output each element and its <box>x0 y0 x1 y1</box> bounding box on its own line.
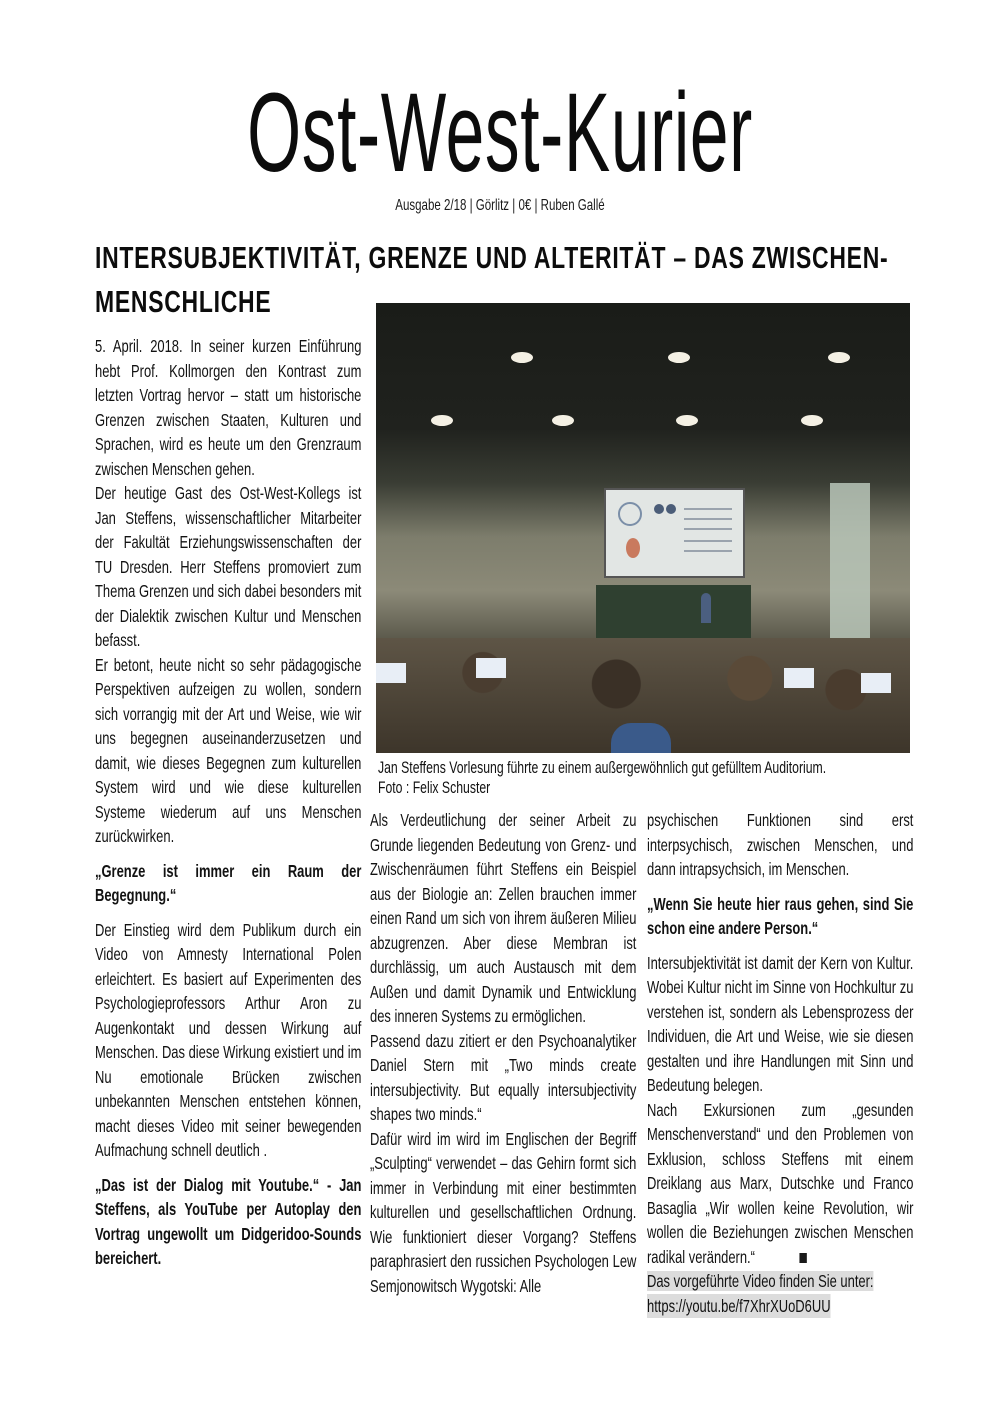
pull-quote: „Grenze ist immer ein Raum der Begegnung.“ <box>95 860 362 905</box>
headline-line-1: INTERSUBJEKTIVITÄT, GRENZE UND ALTERITÄT – DAS ZWISCHEN- <box>95 240 889 275</box>
paragraph <box>647 1098 913 1270</box>
masthead-title: Ost-West-Kurier <box>247 70 753 195</box>
issue-line: Ausgabe 2/18 | Görlitz | 0€ | Ruben Gallé <box>395 197 605 214</box>
audience <box>376 638 910 753</box>
video-reference <box>647 1269 913 1318</box>
paragraph: Passend dazu zitiert er den Psychoanalytiker Daniel Stern mit „Two minds create intersubjectivity. But equally intersubjectivity shapes two minds.“ <box>370 1030 637 1124</box>
paragraph: Als Verdeutlichung der seiner Arbeit zu Grunde liegenden Bedeutung von Grenz- und Zwischenräumen führt Steffens ein Beispiel aus der Biologie an: Zellen brauchen immer einen Rand um sich von ihrem äußeren Milieu abzugrenzen. Aber diese Membran ist durchlässig, um auch Austausch mit dem Außen und damit Dynamik und Entwicklung des inneren Systems zu ermöglichen. <box>370 810 637 1026</box>
window <box>830 483 870 653</box>
ceiling-light <box>668 352 690 363</box>
pull-quote: „Das ist der Dialog mit Youtube.“ - Jan Steffens, als YouTube per Autoplay den Vortrag ungewollt um Didgeridoo-Sounds bereichert. <box>95 1174 362 1268</box>
paragraph: psychischen Funktionen sind erst interpsychisch, zwischen Menschen, und dann intrapsychsich, im Menschen. <box>647 810 914 879</box>
video-link[interactable]: https://youtu.be/f7XhrXUoD6UU <box>647 1294 831 1319</box>
column-3 <box>647 808 913 1318</box>
ceiling-light <box>511 352 533 363</box>
ceiling-light <box>552 415 574 426</box>
paragraph: Dafür wird im wird im Englischen der Begriff „Sculpting“ verwendet – das Gehirn formt sich immer in Verbindung mit einer bestimmten kulturellen und gesellschaftlichen Ordnung. Wie funktioniert dieser Vorgang? Steffens paraphrasiert den russichen Psychologen Lew Semjonowitsch Wygotski: Alle <box>370 1128 637 1296</box>
column-1 <box>95 334 361 1281</box>
paragraph: Er betont, heute nicht so sehr pädagogische Perspektiven aufzeigen zu wollen, sondern sich vorrangig mit der Art und Weise, wie wir uns begegnen auseinanderzusetzen und damit, wie dieses Begegnen zum kulturellen System wird und wie diese kulturellen Systeme wiederum auf uns Menschen zurückwirken. <box>95 654 362 846</box>
ceiling-light <box>801 415 823 426</box>
column-2 <box>370 808 636 1298</box>
chalkboard <box>596 585 751 640</box>
photo-caption <box>378 758 826 798</box>
ceiling-light <box>828 352 850 363</box>
end-of-article-square-icon <box>799 1253 806 1263</box>
paragraph-text: Nach Exkursionen zum „gesunden Menschenverstand“ und den Problemen von Exklusion, schloss Steffens mit einem Dreiklang aus Marx, Dutschke und Franco Basaglia „Wir wollen keine Revolution, wir wollen die Beziehungen zwischen Menschen radikal verändern.“ <box>647 1099 914 1267</box>
paragraph: 5. April. 2018. In seiner kurzen Einführung hebt Prof. Kollmorgen den Kontrast zum letzten Vortrag hervor – statt um historische Grenzen zwischen Staaten, Kulturen und Sprachen, wird es heute um den Grenzraum zwischen Menschen gehen. <box>95 336 362 479</box>
projection-screen <box>604 488 745 578</box>
article-photo <box>376 303 910 753</box>
speaker-figure <box>701 593 711 623</box>
video-label: Das vorgeführte Video finden Sie unter: <box>647 1271 874 1291</box>
ceiling-light <box>676 415 698 426</box>
paragraph: Der Einstieg wird dem Publikum durch ein Video von Amnesty International Polen erleichtert. Es basiert auf Experimenten des Psychologieprofessors Arthur Aron zu Augenkontakt und dessen Wirkung auf Menschen. Das diese Wirkung existiert und im Nu emotionale Brücken zwischen unbekannten Menschen entstehen können, macht dieses Video mit seiner bewegenden Aufmachung schnell deutlich . <box>95 919 362 1160</box>
paragraph: Intersubjektivität ist damit der Kern von Kultur. Wobei Kultur nicht im Sinne von Hochkultur zu verstehen ist, sondern als Lebensprozess der Individuen, die Art und Weise, wie sie diesen gestalten und ihre Handlungen mit Sinn und Bedeutung belegen. <box>647 952 914 1095</box>
paragraph: Der heutige Gast des Ost-West-Kollegs ist Jan Steffens, wissenschaftlicher Mitarbeiter der Fakultät Erziehungswissenschaften der TU Dresden. Herr Steffens promoviert zum Thema Grenzen und sich dabei besonders mit der Dialektik zwischen Kultur und Menschen befasst. <box>95 483 362 650</box>
pull-quote: „Wenn Sie heute hier raus gehen, sind Sie schon eine andere Person.“ <box>647 893 914 938</box>
caption-text: Jan Steffens Vorlesung führte zu einem außergewöhnlich gut gefülltem Auditorium. <box>378 758 827 777</box>
headline-line-2: MENSCHLICHE <box>95 284 272 319</box>
ceiling-light <box>431 415 453 426</box>
photo-credit: Foto : Felix Schuster <box>378 778 491 797</box>
